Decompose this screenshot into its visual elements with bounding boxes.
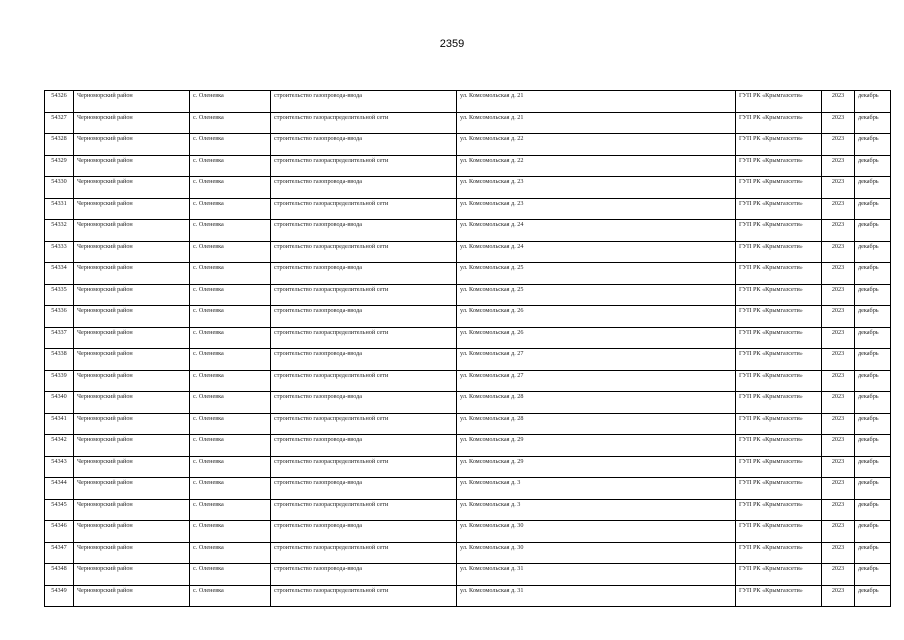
cell-row-number: 54346 — [45, 521, 74, 543]
cell-row-number: 54336 — [45, 306, 74, 328]
cell-contractor: ГУП РК «Крымгазсети» — [736, 134, 822, 156]
cell-contractor: ГУП РК «Крымгазсети» — [736, 585, 822, 607]
cell-row-number: 54342 — [45, 435, 74, 457]
cell-settlement: с. Оленевка — [190, 585, 271, 607]
cell-year: 2023 — [822, 327, 855, 349]
cell-contractor: ГУП РК «Крымгазсети» — [736, 177, 822, 199]
cell-row-number: 54338 — [45, 349, 74, 371]
cell-settlement: с. Оленевка — [190, 284, 271, 306]
cell-work-type: строительство газораспределительной сети — [271, 284, 457, 306]
cell-settlement: с. Оленевка — [190, 521, 271, 543]
cell-district: Черноморский район — [74, 413, 190, 435]
cell-settlement: с. Оленевка — [190, 306, 271, 328]
cell-work-type: строительство газораспределительной сети — [271, 370, 457, 392]
cell-contractor: ГУП РК «Крымгазсети» — [736, 327, 822, 349]
cell-year: 2023 — [822, 499, 855, 521]
cell-work-type: строительство газораспределительной сети — [271, 456, 457, 478]
cell-month: декабрь — [855, 456, 891, 478]
cell-row-number: 54333 — [45, 241, 74, 263]
cell-district: Черноморский район — [74, 585, 190, 607]
cell-contractor: ГУП РК «Крымгазсети» — [736, 521, 822, 543]
cell-row-number: 54331 — [45, 198, 74, 220]
cell-address: ул. Комсомольская д. 29 — [457, 435, 736, 457]
cell-row-number: 54335 — [45, 284, 74, 306]
cell-contractor: ГУП РК «Крымгазсети» — [736, 456, 822, 478]
table-row — [45, 327, 891, 349]
cell-district: Черноморский район — [74, 478, 190, 500]
cell-work-type: строительство газопровода-ввода — [271, 564, 457, 586]
cell-work-type: строительство газопровода-ввода — [271, 349, 457, 371]
cell-row-number: 54327 — [45, 112, 74, 134]
cell-address: ул. Комсомольская д. 3 — [457, 478, 736, 500]
cell-contractor: ГУП РК «Крымгазсети» — [736, 370, 822, 392]
cell-row-number: 54339 — [45, 370, 74, 392]
cell-year: 2023 — [822, 370, 855, 392]
cell-row-number: 54326 — [45, 91, 74, 113]
cell-address: ул. Комсомольская д. 28 — [457, 413, 736, 435]
table-row — [45, 435, 891, 457]
cell-year: 2023 — [822, 263, 855, 285]
cell-settlement: с. Оленевка — [190, 91, 271, 113]
cell-row-number: 54344 — [45, 478, 74, 500]
cell-row-number: 54334 — [45, 263, 74, 285]
cell-work-type: строительство газопровода-ввода — [271, 134, 457, 156]
cell-contractor: ГУП РК «Крымгазсети» — [736, 263, 822, 285]
cell-address: ул. Комсомольская д. 25 — [457, 263, 736, 285]
table-row — [45, 349, 891, 371]
cell-district: Черноморский район — [74, 370, 190, 392]
cell-contractor: ГУП РК «Крымгазсети» — [736, 349, 822, 371]
cell-month: декабрь — [855, 263, 891, 285]
cell-address: ул. Комсомольская д. 31 — [457, 585, 736, 607]
cell-contractor: ГУП РК «Крымгазсети» — [736, 542, 822, 564]
table-row — [45, 177, 891, 199]
cell-settlement: с. Оленевка — [190, 155, 271, 177]
cell-address: ул. Комсомольская д. 27 — [457, 370, 736, 392]
cell-work-type: строительство газопровода-ввода — [271, 521, 457, 543]
cell-settlement: с. Оленевка — [190, 112, 271, 134]
table-row — [45, 284, 891, 306]
cell-address: ул. Комсомольская д. 3 — [457, 499, 736, 521]
cell-work-type: строительство газопровода-ввода — [271, 220, 457, 242]
cell-month: декабрь — [855, 220, 891, 242]
cell-month: декабрь — [855, 306, 891, 328]
table-row — [45, 198, 891, 220]
cell-month: декабрь — [855, 327, 891, 349]
cell-district: Черноморский район — [74, 112, 190, 134]
cell-year: 2023 — [822, 542, 855, 564]
cell-work-type: строительство газораспределительной сети — [271, 542, 457, 564]
cell-contractor: ГУП РК «Крымгазсети» — [736, 155, 822, 177]
cell-district: Черноморский район — [74, 91, 190, 113]
cell-settlement: с. Оленевка — [190, 435, 271, 457]
cell-settlement: с. Оленевка — [190, 349, 271, 371]
cell-work-type: строительство газораспределительной сети — [271, 499, 457, 521]
cell-row-number: 54343 — [45, 456, 74, 478]
cell-district: Черноморский район — [74, 263, 190, 285]
cell-district: Черноморский район — [74, 220, 190, 242]
table-row — [45, 370, 891, 392]
cell-month: декабрь — [855, 134, 891, 156]
cell-year: 2023 — [822, 392, 855, 414]
table-row — [45, 456, 891, 478]
cell-work-type: строительство газораспределительной сети — [271, 585, 457, 607]
cell-district: Черноморский район — [74, 306, 190, 328]
cell-row-number: 54340 — [45, 392, 74, 414]
cell-work-type: строительство газопровода-ввода — [271, 91, 457, 113]
cell-year: 2023 — [822, 284, 855, 306]
cell-work-type: строительство газораспределительной сети — [271, 198, 457, 220]
gas-works-table — [44, 90, 891, 607]
table-row — [45, 413, 891, 435]
cell-contractor: ГУП РК «Крымгазсети» — [736, 435, 822, 457]
cell-month: декабрь — [855, 284, 891, 306]
cell-row-number: 54330 — [45, 177, 74, 199]
cell-address: ул. Комсомольская д. 29 — [457, 456, 736, 478]
table-row — [45, 112, 891, 134]
cell-district: Черноморский район — [74, 198, 190, 220]
cell-settlement: с. Оленевка — [190, 134, 271, 156]
cell-work-type: строительство газопровода-ввода — [271, 177, 457, 199]
cell-contractor: ГУП РК «Крымгазсети» — [736, 564, 822, 586]
cell-month: декабрь — [855, 91, 891, 113]
cell-address: ул. Комсомольская д. 28 — [457, 392, 736, 414]
cell-month: декабрь — [855, 155, 891, 177]
cell-year: 2023 — [822, 435, 855, 457]
cell-month: декабрь — [855, 241, 891, 263]
cell-year: 2023 — [822, 585, 855, 607]
table-body — [45, 91, 891, 607]
cell-settlement: с. Оленевка — [190, 327, 271, 349]
cell-month: декабрь — [855, 542, 891, 564]
cell-work-type: строительство газораспределительной сети — [271, 413, 457, 435]
cell-month: декабрь — [855, 349, 891, 371]
cell-month: декабрь — [855, 585, 891, 607]
cell-contractor: ГУП РК «Крымгазсети» — [736, 112, 822, 134]
table-row — [45, 220, 891, 242]
cell-year: 2023 — [822, 91, 855, 113]
cell-work-type: строительство газопровода-ввода — [271, 263, 457, 285]
table-row — [45, 585, 891, 607]
cell-contractor: ГУП РК «Крымгазсети» — [736, 241, 822, 263]
cell-address: ул. Комсомольская д. 23 — [457, 177, 736, 199]
cell-year: 2023 — [822, 112, 855, 134]
cell-district: Черноморский район — [74, 134, 190, 156]
cell-month: декабрь — [855, 370, 891, 392]
table-row — [45, 263, 891, 285]
cell-address: ул. Комсомольская д. 31 — [457, 564, 736, 586]
cell-year: 2023 — [822, 564, 855, 586]
cell-month: декабрь — [855, 198, 891, 220]
table-row — [45, 542, 891, 564]
cell-contractor: ГУП РК «Крымгазсети» — [736, 91, 822, 113]
table-row — [45, 134, 891, 156]
cell-work-type: строительство газораспределительной сети — [271, 241, 457, 263]
cell-settlement: с. Оленевка — [190, 392, 271, 414]
cell-address: ул. Комсомольская д. 21 — [457, 112, 736, 134]
cell-month: декабрь — [855, 564, 891, 586]
cell-contractor: ГУП РК «Крымгазсети» — [736, 478, 822, 500]
cell-contractor: ГУП РК «Крымгазсети» — [736, 220, 822, 242]
cell-settlement: с. Оленевка — [190, 220, 271, 242]
cell-contractor: ГУП РК «Крымгазсети» — [736, 392, 822, 414]
cell-district: Черноморский район — [74, 284, 190, 306]
cell-settlement: с. Оленевка — [190, 456, 271, 478]
cell-month: декабрь — [855, 521, 891, 543]
cell-row-number: 54341 — [45, 413, 74, 435]
cell-contractor: ГУП РК «Крымгазсети» — [736, 198, 822, 220]
table-row — [45, 392, 891, 414]
table-row — [45, 306, 891, 328]
cell-district: Черноморский район — [74, 499, 190, 521]
cell-settlement: с. Оленевка — [190, 542, 271, 564]
cell-year: 2023 — [822, 155, 855, 177]
cell-work-type: строительство газораспределительной сети — [271, 155, 457, 177]
cell-work-type: строительство газораспределительной сети — [271, 327, 457, 349]
cell-work-type: строительство газопровода-ввода — [271, 392, 457, 414]
cell-address: ул. Комсомольская д. 22 — [457, 134, 736, 156]
cell-district: Черноморский район — [74, 435, 190, 457]
cell-year: 2023 — [822, 456, 855, 478]
page-number: 2359 — [439, 38, 465, 50]
cell-settlement: с. Оленевка — [190, 413, 271, 435]
cell-address: ул. Комсомольская д. 25 — [457, 284, 736, 306]
cell-settlement: с. Оленевка — [190, 198, 271, 220]
cell-settlement: с. Оленевка — [190, 499, 271, 521]
cell-row-number: 54332 — [45, 220, 74, 242]
cell-address: ул. Комсомольская д. 22 — [457, 155, 736, 177]
cell-row-number: 54329 — [45, 155, 74, 177]
cell-row-number: 54328 — [45, 134, 74, 156]
cell-month: декабрь — [855, 478, 891, 500]
cell-row-number: 54345 — [45, 499, 74, 521]
cell-district: Черноморский район — [74, 456, 190, 478]
cell-settlement: с. Оленевка — [190, 177, 271, 199]
cell-contractor: ГУП РК «Крымгазсети» — [736, 499, 822, 521]
cell-contractor: ГУП РК «Крымгазсети» — [736, 413, 822, 435]
cell-settlement: с. Оленевка — [190, 564, 271, 586]
cell-district: Черноморский район — [74, 564, 190, 586]
table-row — [45, 521, 891, 543]
cell-contractor: ГУП РК «Крымгазсети» — [736, 284, 822, 306]
cell-settlement: с. Оленевка — [190, 263, 271, 285]
cell-month: декабрь — [855, 435, 891, 457]
cell-district: Черноморский район — [74, 177, 190, 199]
cell-district: Черноморский район — [74, 392, 190, 414]
cell-year: 2023 — [822, 198, 855, 220]
cell-settlement: с. Оленевка — [190, 370, 271, 392]
cell-work-type: строительство газораспределительной сети — [271, 112, 457, 134]
cell-address: ул. Комсомольская д. 21 — [457, 91, 736, 113]
cell-address: ул. Комсомольская д. 24 — [457, 241, 736, 263]
cell-year: 2023 — [822, 177, 855, 199]
cell-year: 2023 — [822, 413, 855, 435]
cell-district: Черноморский район — [74, 241, 190, 263]
cell-address: ул. Комсомольская д. 30 — [457, 542, 736, 564]
cell-month: декабрь — [855, 499, 891, 521]
cell-year: 2023 — [822, 306, 855, 328]
cell-settlement: с. Оленевка — [190, 241, 271, 263]
cell-row-number: 54337 — [45, 327, 74, 349]
cell-work-type: строительство газопровода-ввода — [271, 435, 457, 457]
cell-district: Черноморский район — [74, 521, 190, 543]
cell-contractor: ГУП РК «Крымгазсети» — [736, 306, 822, 328]
cell-year: 2023 — [822, 478, 855, 500]
cell-row-number: 54349 — [45, 585, 74, 607]
cell-district: Черноморский район — [74, 542, 190, 564]
table-row — [45, 241, 891, 263]
cell-row-number: 54347 — [45, 542, 74, 564]
cell-district: Черноморский район — [74, 327, 190, 349]
cell-address: ул. Комсомольская д. 24 — [457, 220, 736, 242]
cell-address: ул. Комсомольская д. 26 — [457, 327, 736, 349]
table-row — [45, 91, 891, 113]
cell-year: 2023 — [822, 241, 855, 263]
table-row — [45, 155, 891, 177]
cell-month: декабрь — [855, 392, 891, 414]
cell-district: Черноморский район — [74, 155, 190, 177]
cell-year: 2023 — [822, 134, 855, 156]
cell-month: декабрь — [855, 413, 891, 435]
cell-work-type: строительство газопровода-ввода — [271, 306, 457, 328]
cell-row-number: 54348 — [45, 564, 74, 586]
table-row — [45, 478, 891, 500]
cell-district: Черноморский район — [74, 349, 190, 371]
cell-address: ул. Комсомольская д. 23 — [457, 198, 736, 220]
cell-month: декабрь — [855, 112, 891, 134]
table-row — [45, 499, 891, 521]
cell-work-type: строительство газопровода-ввода — [271, 478, 457, 500]
cell-address: ул. Комсомольская д. 27 — [457, 349, 736, 371]
cell-month: декабрь — [855, 177, 891, 199]
table-row — [45, 564, 891, 586]
cell-address: ул. Комсомольская д. 30 — [457, 521, 736, 543]
cell-year: 2023 — [822, 521, 855, 543]
cell-year: 2023 — [822, 349, 855, 371]
cell-settlement: с. Оленевка — [190, 478, 271, 500]
cell-address: ул. Комсомольская д. 26 — [457, 306, 736, 328]
cell-year: 2023 — [822, 220, 855, 242]
